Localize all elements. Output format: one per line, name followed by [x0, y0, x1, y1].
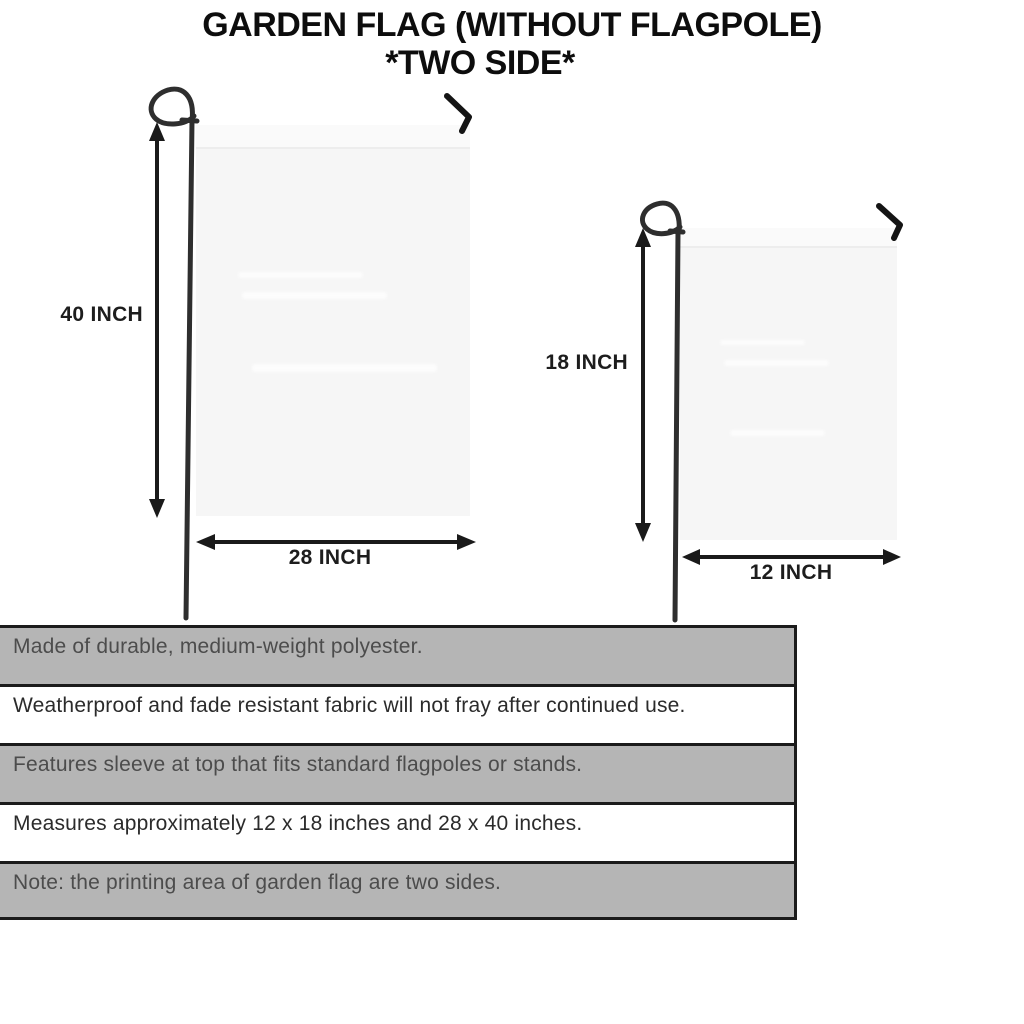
small-flag-pole-icon	[675, 232, 678, 620]
decorative-streak	[720, 340, 805, 345]
title-line-2: *TWO SIDE*	[385, 44, 575, 82]
large-flag-pole-nub-icon	[182, 120, 197, 121]
feature-row	[0, 743, 797, 802]
feature-text: Made of durable, medium-weight polyester.	[13, 635, 423, 658]
decorative-streak	[238, 272, 363, 278]
decorative-streak	[724, 360, 829, 366]
feature-row	[0, 802, 797, 861]
decorative-streak	[252, 364, 437, 372]
large-flag	[196, 125, 470, 516]
large-flag-height-arrow	[149, 122, 165, 518]
large-flag-pole-loop-icon	[151, 89, 194, 124]
page-title	[0, 6, 1024, 82]
large-flag-pole-icon	[186, 120, 192, 618]
large-flag-width-label: 28 INCH	[288, 546, 372, 569]
features-table	[0, 625, 797, 920]
decorative-streak	[730, 430, 825, 436]
feature-text: Weatherproof and fade resistant fabric will not fray after continued use.	[13, 694, 686, 717]
feature-row	[0, 684, 797, 743]
small-flag-height-arrow	[635, 228, 651, 542]
title-line-1: GARDEN FLAG (WITHOUT FLAGPOLE)	[202, 6, 822, 44]
small-flag-height-label: 18 INCH	[545, 351, 628, 374]
feature-text: Note: the printing area of garden flag are two sides.	[13, 871, 502, 894]
large-flag-sleeve	[196, 125, 470, 149]
large-flag-height-label: 40 INCH	[60, 303, 143, 326]
small-flag-sleeve	[680, 228, 897, 248]
small-flag	[680, 228, 897, 540]
small-flag-width-label: 12 INCH	[749, 561, 833, 584]
small-flag-pole-loop-icon	[642, 203, 680, 234]
feature-text: Measures approximately 12 x 18 inches and 28 x 40 inches.	[13, 812, 583, 835]
decorative-streak	[242, 292, 387, 299]
feature-row	[0, 625, 797, 684]
feature-text: Features sleeve at top that fits standard flagpoles or stands.	[13, 753, 583, 776]
feature-row	[0, 861, 797, 920]
